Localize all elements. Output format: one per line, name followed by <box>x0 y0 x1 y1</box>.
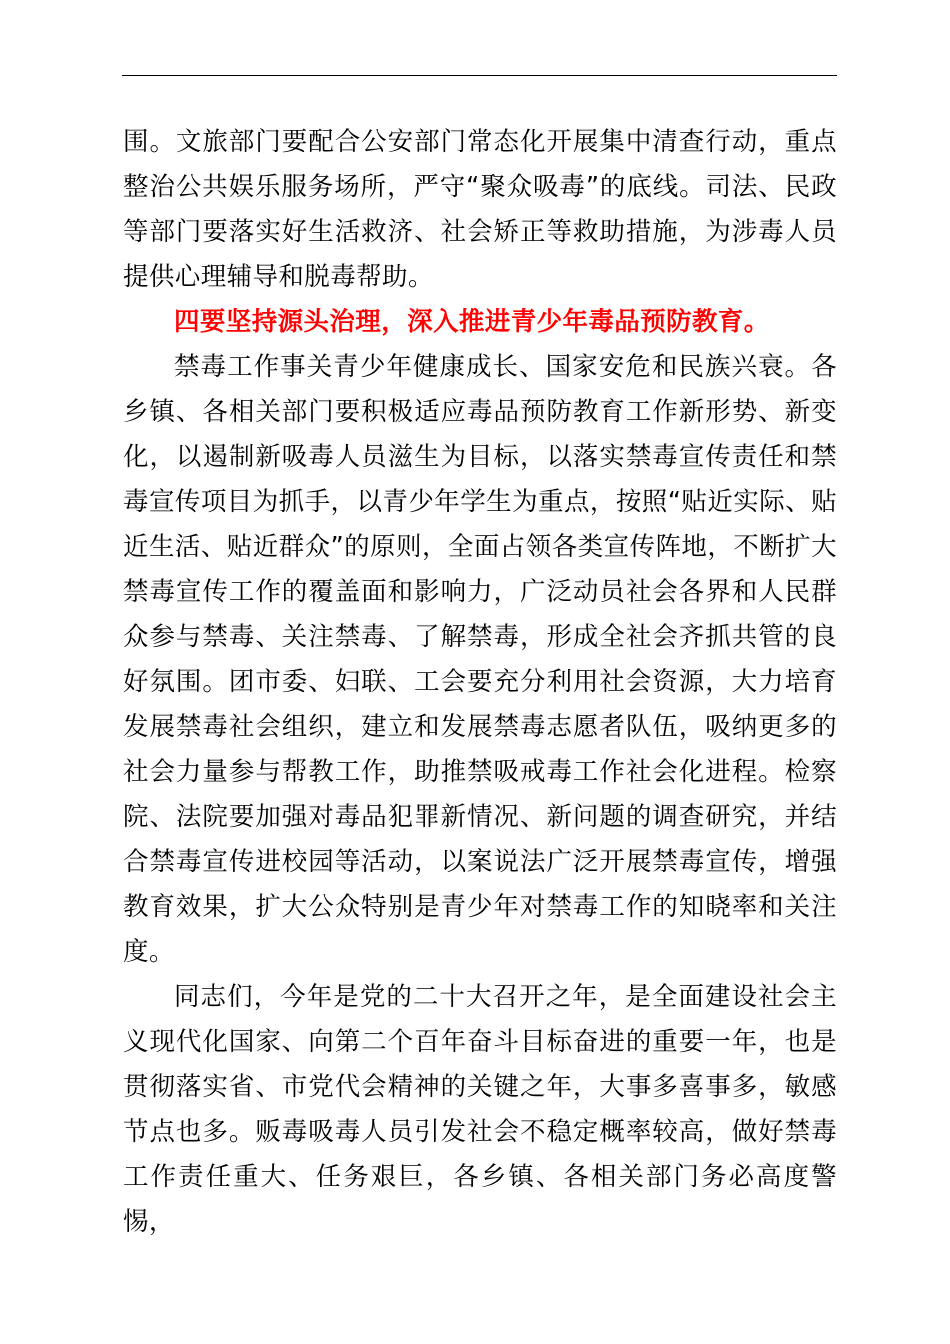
paragraph-continuation: 围。文旅部门要配合公安部门常态化开展集中清查行动，重点整治公共娱乐服务场所，严守“聚众吸毒”的底线。司法、民政等部门要落实好生活救济、社会矫正等救助措施，为涉毒人员提供心理辅导和脱毒帮助。 <box>123 127 837 292</box>
paragraph-closing-remarks: 同志们，今年是党的二十大召开之年，是全面建设社会主义现代化国家、向第二个百年奋斗目标奋进的重要一年，也是贯彻落实省、市党代会精神的关键之年，大事多喜事多，敏感节点也多。贩毒吸毒人员引发社会不稳定概率较高，做好禁毒工作责任重大、任务艰巨，各乡镇、各相关部门务必高度警惕， <box>123 982 837 1237</box>
section-heading: 四要坚持源头治理，深入推进青少年毒品预防教育。 <box>174 307 770 337</box>
header-rule <box>122 75 837 76</box>
paragraph-prevention-education: 禁毒工作事关青少年健康成长、国家安危和民族兴衰。各乡镇、各相关部门要积极适应毒品预防教育工作新形势、新变化，以遏制新吸毒人员滋生为目标，以落实禁毒宣传责任和禁毒宣传项目为抓手，以青少年学生为重点，按照“贴近实际、贴近生活、贴近群众”的原则，全面占领各类宣传阵地，不断扩大禁毒宣传工作的覆盖面和影响力，广泛动员社会各界和人民群众参与禁毒、关注禁毒、了解禁毒，形成全社会齐抓共管的良好氛围。团市委、妇联、工会要充分利用社会资源，大力培育发展禁毒社会组织，建立和发展禁毒志愿者队伍，吸纳更多的社会力量参与帮教工作，助推禁吸戒毒工作社会化进程。检察院、法院要加强对毒品犯罪新情况、新问题的调查研究，并结合禁毒宣传进校园等活动，以案说法广泛开展禁毒宣传，增强教育效果，扩大公众特别是青少年对禁毒工作的知晓率和关注度。 <box>123 352 837 967</box>
document-body <box>123 120 837 1245</box>
